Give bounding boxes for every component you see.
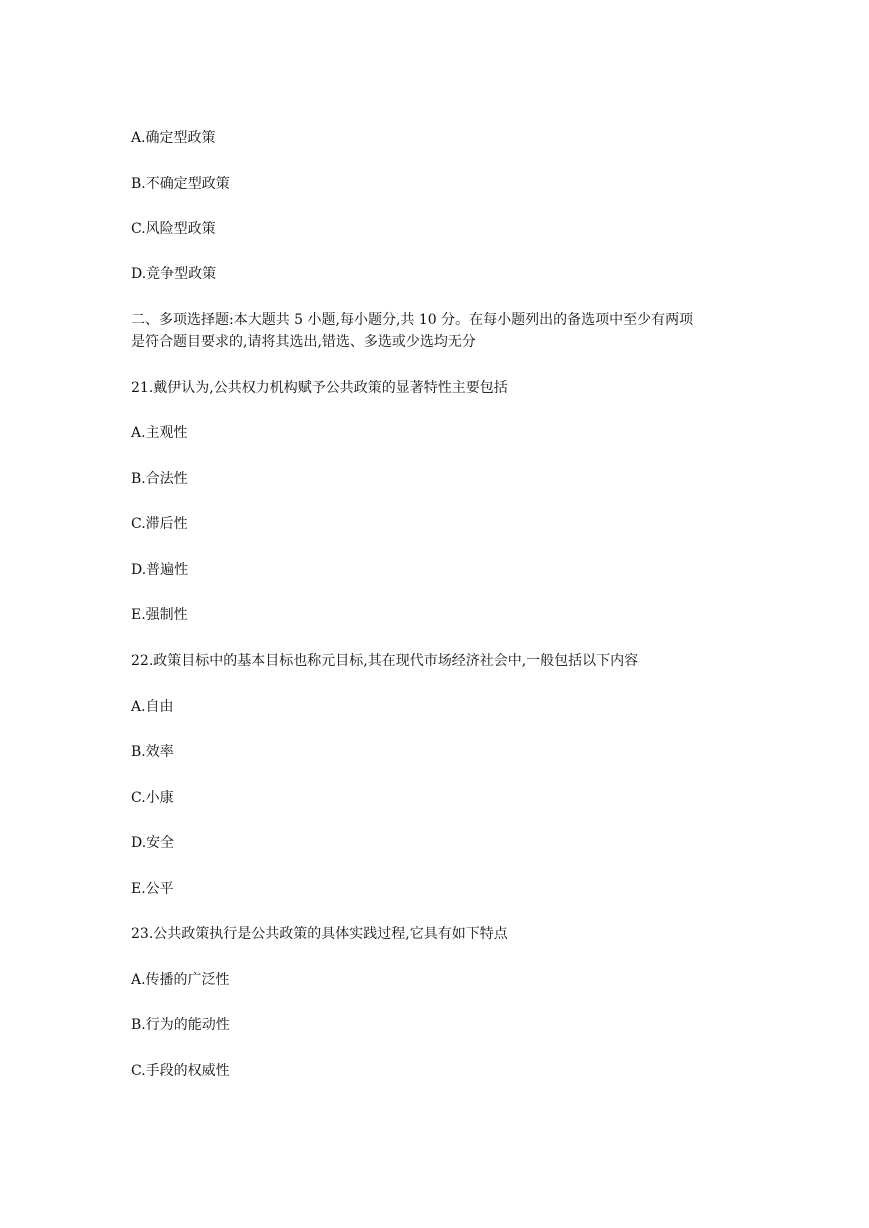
q22-option-a: A.自由 <box>131 699 174 715</box>
option-prev-c: C.风险型政策 <box>131 221 216 237</box>
q23-option-a: A.传播的广泛性 <box>131 972 230 988</box>
option-prev-d: D.竞争型政策 <box>131 266 217 282</box>
q23-option-b: B.行为的能动性 <box>131 1017 230 1033</box>
question-21-stem: 21.戴伊认为,公共权力机构赋予公共政策的显著特性主要包括 <box>131 380 508 396</box>
q22-option-b: B.效率 <box>131 744 174 760</box>
option-prev-a: A.确定型政策 <box>131 130 216 146</box>
q22-option-c: C.小康 <box>131 790 174 806</box>
question-22-stem: 22.政策目标中的基本目标也称元目标,其在现代市场经济社会中,一般包括以下内容 <box>131 653 639 669</box>
q21-option-b: B.合法性 <box>131 471 188 487</box>
section-header-line1: 二、多项选择题:本大题共 5 小题,每小题分,共 10 分。在每小题列出的备选项中至少有两项 <box>131 312 694 328</box>
q22-option-d: D.安全 <box>131 835 175 851</box>
q21-option-e: E.强制性 <box>131 607 188 623</box>
question-23-stem: 23.公共政策执行是公共政策的具体实践过程,它具有如下特点 <box>131 926 508 942</box>
section-header-line2: 是符合题目要求的,请将其选出,错选、多选或少选均无分 <box>131 334 476 350</box>
section-header <box>131 309 751 353</box>
q21-option-d: D.普遍性 <box>131 562 189 578</box>
q21-option-c: C.滞后性 <box>131 516 188 532</box>
q22-option-e: E.公平 <box>131 881 174 897</box>
q21-option-a: A.主观性 <box>131 425 188 441</box>
q23-option-c: C.手段的权威性 <box>131 1063 230 1079</box>
option-prev-b: B.不确定型政策 <box>131 176 230 192</box>
